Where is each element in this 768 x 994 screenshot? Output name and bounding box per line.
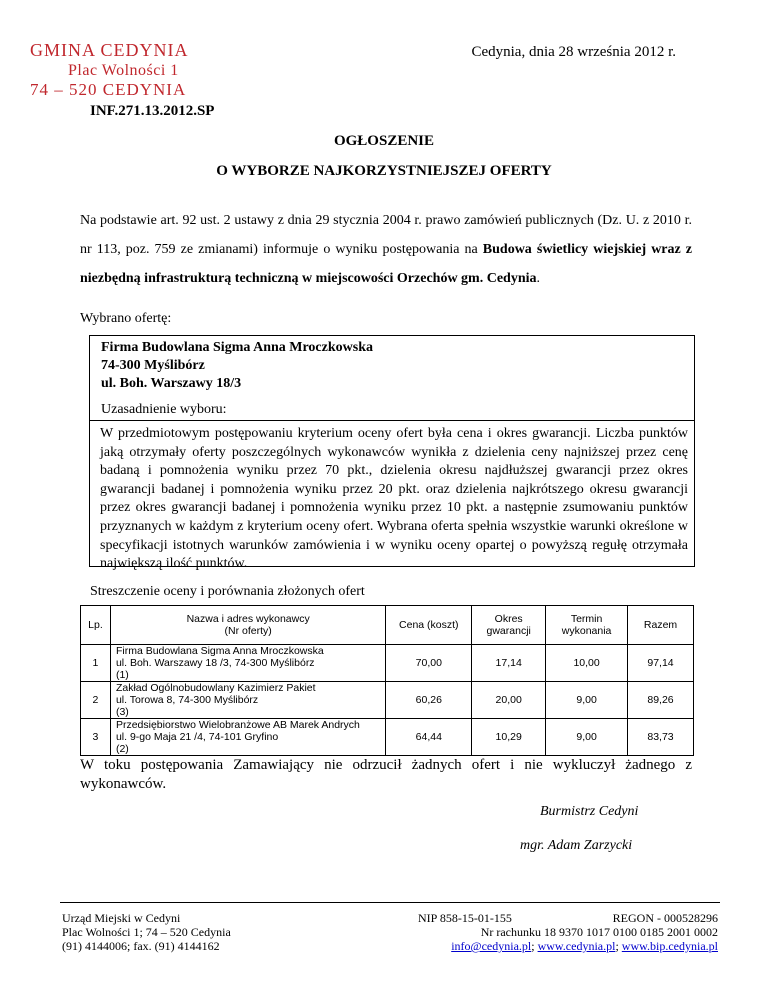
row-contractor	[110, 645, 385, 682]
table-row	[81, 682, 694, 719]
winner-city: 74-300 Myślibórz	[101, 358, 205, 373]
row-warranty: 17,14	[472, 645, 546, 682]
header-term	[546, 606, 628, 645]
intro-paragraph	[80, 206, 692, 293]
header-warranty-line2: gwarancji	[486, 625, 531, 637]
header-total: Razem	[628, 606, 694, 645]
closing-note: W toku postępowania Zamawiający nie odrzucił żadnych ofert i nie wykluczył żadnego z wykonawców.	[80, 757, 692, 792]
table-row	[81, 645, 694, 682]
signature-title: Burmistrz Cedyni	[540, 804, 639, 819]
row-term: 9,00	[546, 719, 628, 756]
table-header-row	[81, 606, 694, 645]
header-warranty-line1: Okres	[494, 613, 523, 625]
contractor-name: Przedsiębiorstwo Wielobranżowe AB Marek Andrych	[115, 719, 360, 731]
row-term: 9,00	[546, 682, 628, 719]
contractor-address: ul. Boh. Warszawy 18 /3, 74-300 Myślibórz	[115, 657, 315, 669]
offer-number: (2)	[115, 743, 129, 755]
header-price: Cena (koszt)	[386, 606, 472, 645]
contractor-address: ul. Torowa 8, 74-300 Myślibórz	[115, 694, 259, 706]
chosen-label: Wybrano ofertę:	[80, 311, 172, 326]
offer-number: (3)	[115, 706, 129, 718]
reference-number: INF.271.13.2012.SP	[90, 103, 215, 119]
row-contractor	[110, 682, 385, 719]
document-date: Cedynia, dnia 28 września 2012 r.	[471, 44, 676, 60]
winner-street: ul. Boh. Warszawy 18/3	[101, 376, 242, 391]
header-warranty	[472, 606, 546, 645]
document-title: OGŁOSZENIE	[333, 133, 435, 149]
header-term-line1: Termin	[570, 613, 603, 625]
winner-details	[101, 339, 373, 393]
reason-text: W przedmiotowym postępowaniu kryterium oceny ofert była cena i okres gwarancji. Liczba punktów jaką otrzymały oferty poszczególnych wykonawców wynikła z dzielenia ceny najniższej przez cenę badaną i pomnożenia wyniku przez 70 pkt., dzielenia okresu najdłuższej gwarancji przez okres gwarancji badanej i pomnożenia wyniku przez 20 pkt. oraz dzielenia najkrótszego okresu gwarancji przez okres gwarancji badanej i pomnożenia wyniku przez 10 pkt. a następnie zsumowaniu punktów przyznanych w każdym z kryterium oceny ofert. Wybrana oferta spełnia wszystkie warunki określone w specyfikacji istotnych warunków zamówienia i w wyniku oceny opartej o powyższą regułę otrzymała największą ilość punktów.	[100, 426, 688, 572]
footer-phone: (91) 4144006; fax. (91) 4144162	[62, 939, 220, 953]
row-warranty: 20,00	[472, 682, 546, 719]
project-name: Budowa świetlicy wiejskiej wraz z niezbędną infrastrukturą techniczną w miejscowości Orzechów gm. Cedynia	[80, 242, 693, 286]
header-lp: Lp.	[81, 606, 111, 645]
summary-title: Streszczenie oceny i porównania złożonych ofert	[90, 584, 365, 599]
row-total: 83,73	[628, 719, 694, 756]
reason-label: Uzasadnienie wyboru:	[101, 402, 227, 417]
email-link[interactable]: info@cedynia.pl	[451, 939, 532, 953]
footer-address	[62, 911, 231, 953]
row-price: 60,26	[386, 682, 472, 719]
table-row	[81, 719, 694, 756]
header-name-line1: Nazwa i adres wykonawcy	[186, 613, 310, 625]
offer-number: (1)	[115, 669, 129, 681]
row-warranty: 10,29	[472, 719, 546, 756]
row-term: 10,00	[546, 645, 628, 682]
row-contractor	[110, 719, 385, 756]
bip-link[interactable]: www.bip.cedynia.pl	[621, 939, 718, 953]
contractor-name: Firma Budowlana Sigma Anna Mroczkowska	[115, 645, 324, 657]
footer-office: Urząd Miejski w Cedyni	[62, 911, 181, 925]
footer-street: Plac Wolności 1; 74 – 520 Cedynia	[62, 925, 231, 939]
logo-line-2: Plac Wolności 1	[68, 62, 179, 79]
logo-line-3: 74 – 520 CEDYNIA	[30, 80, 187, 99]
footer-ids	[418, 911, 718, 925]
winner-name: Firma Budowlana Sigma Anna Mroczkowska	[101, 340, 373, 355]
footer-links: info@cedynia.pl; www.cedynia.pl; www.bip.cedynia.pl	[451, 939, 718, 953]
logo-line-1: GMINA CEDYNIA	[30, 40, 189, 60]
row-total: 97,14	[628, 645, 694, 682]
header-name-line2: (Nr oferty)	[224, 625, 272, 637]
row-lp: 1	[81, 645, 111, 682]
row-price: 64,44	[386, 719, 472, 756]
header-term-line2: wykonania	[561, 625, 612, 637]
website-link[interactable]: www.cedynia.pl	[537, 939, 616, 953]
footer-nip: NIP 858-15-01-155	[418, 911, 512, 925]
header-name	[110, 606, 385, 645]
row-total: 89,26	[628, 682, 694, 719]
offers-table	[80, 605, 694, 756]
signature-name: mgr. Adam Zarzycki	[520, 838, 633, 853]
intro-end: .	[536, 271, 541, 286]
footer-account: Nr rachunku 18 9370 1017 0100 0185 2001 0002	[480, 925, 718, 939]
footer-registry	[418, 911, 718, 953]
row-lp: 2	[81, 682, 111, 719]
contractor-name: Zakład Ogólnobudowlany Kazimierz Pakiet	[115, 682, 316, 694]
row-lp: 3	[81, 719, 111, 756]
footer-regon: REGON - 000528296	[612, 911, 718, 925]
document-subtitle: O WYBORZE NAJKORZYSTNIEJSZEJ OFERTY	[216, 163, 552, 179]
row-price: 70,00	[386, 645, 472, 682]
contractor-address: ul. 9-go Maja 21 /4, 74-101 Gryfino	[115, 731, 279, 743]
intro-text: Na podstawie art. 92 ust. 2 ustawy z dnia 29 stycznia 2004 r. prawo zamówień publicznych (Dz. U. z 2010 r. nr 113, poz. 759 ze zmianami) informuje o wyniku postępowania na	[80, 213, 692, 257]
footer-divider	[60, 902, 720, 903]
